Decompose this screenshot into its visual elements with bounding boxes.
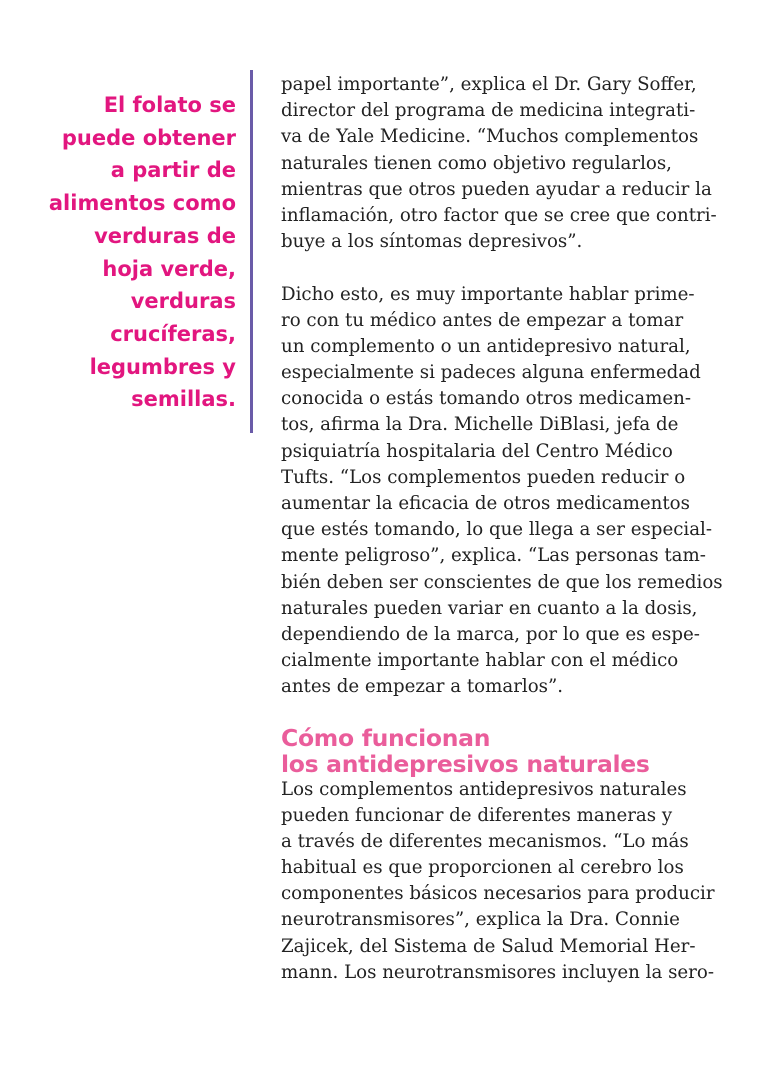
text-line: mente peligroso”, explica. “Las personas tam-	[281, 545, 706, 567]
text-line: papel importante”, explica el Dr. Gary Soffer,	[281, 74, 697, 95]
text-line: que estés tomando, lo que llega a ser especial-	[281, 519, 713, 541]
text-line: tos, afirma la Dra. Michelle DiBlasi, jefa de	[281, 414, 679, 436]
pull-quote-line: El folato se	[103, 93, 236, 117]
text-line: pueden funcionar de diferentes maneras y	[281, 804, 673, 826]
pull-quote-line: verduras	[130, 289, 236, 314]
pull-quote-line: alimentos como	[48, 191, 236, 216]
text-line: inflamación, otro factor que se cree que contri-	[281, 204, 717, 226]
text-line: conocida o estás tomando otros medicamen-	[281, 388, 691, 410]
text-line: naturales pueden variar en cuanto a la dosis,	[281, 597, 698, 619]
pull-quote	[30, 89, 236, 416]
text-line: Tufts. “Los complementos pueden reducir o	[281, 466, 686, 488]
text-line: Dicho esto, es muy importante hablar prime-	[281, 283, 695, 305]
heading-line: los antidepresivos naturales	[281, 749, 650, 778]
paragraph-3	[281, 777, 761, 987]
text-line: un complemento o un antidepresivo natural,	[281, 335, 691, 357]
pull-quote-divider	[250, 70, 253, 433]
text-line: dependiendo de la marca, por lo que es espe-	[281, 623, 700, 645]
text-line: bién deben ser conscientes de que los remedios	[281, 571, 723, 593]
pull-quote-line: crucíferas,	[110, 321, 236, 346]
paragraph-2	[281, 282, 761, 701]
pull-quote-line: legumbres y	[89, 354, 236, 379]
paragraph-1	[281, 72, 761, 255]
text-line: director del programa de medicina integrati-	[281, 100, 696, 122]
pull-quote-line: a partir de	[110, 158, 236, 183]
heading-line: Cómo funcionan	[281, 723, 491, 752]
text-line: especialmente si padeces alguna enfermedad	[281, 362, 701, 384]
text-line: buye a los síntomas depresivos”.	[281, 231, 583, 253]
pull-quote-line: semillas.	[131, 387, 236, 412]
text-line: neurotransmisores”, explica la Dra. Connie	[281, 909, 680, 931]
text-line: aumentar la eficacia de otros medicamentos	[281, 493, 690, 514]
text-line: psiquiatría hospitalaria del Centro Médico	[281, 440, 673, 462]
text-line: mann. Los neurotransmisores incluyen la sero-	[281, 961, 714, 983]
pull-quote-line: puede obtener	[61, 125, 236, 150]
text-line: ro con tu médico antes de empezar a tomar	[281, 309, 684, 331]
text-line: va de Yale Medicine. “Muchos complementos	[281, 126, 699, 148]
text-line: cialmente importante hablar con el médico	[281, 650, 679, 672]
text-line: Los complementos antidepresivos naturales	[281, 778, 687, 800]
text-line: a través de diferentes mecanismos. “Lo más	[281, 830, 689, 852]
text-line: mientras que otros pueden ayudar a reducir la	[281, 178, 712, 200]
pull-quote-line: hoja verde,	[102, 256, 236, 281]
text-line: componentes básicos necesarios para producir	[281, 883, 715, 905]
text-line: Zajicek, del Sistema de Salud Memorial Her-	[281, 935, 696, 957]
text-line: naturales tienen como objetivo regularlos,	[281, 152, 672, 174]
article-column	[281, 72, 761, 986]
pull-quote-line: verduras de	[94, 223, 236, 248]
text-line: antes de empezar a tomarlos”.	[281, 676, 564, 698]
section-heading	[281, 725, 761, 777]
text-line: habitual es que proporcionen al cerebro los	[281, 857, 684, 879]
